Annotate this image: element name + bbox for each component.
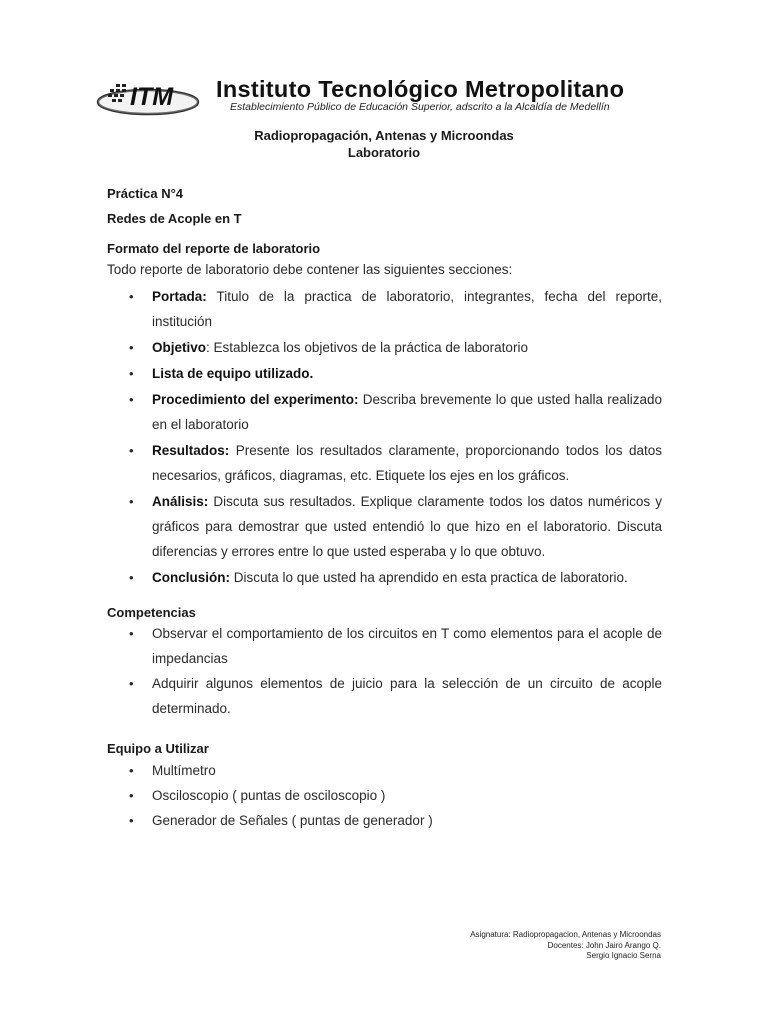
institution-subtitle: Establecimiento Público de Educación Superior, adscrito a la Alcaldía de Medellín [230, 101, 610, 113]
equipo-heading: Equipo a Utilizar [107, 741, 209, 756]
equipo-text: Generador de Señales ( puntas de generador ) [152, 813, 433, 828]
report-section-item [107, 361, 662, 386]
footer-teacher-2: Sergio Ignacio Serna [586, 951, 661, 960]
section-description: Presente los resultados claramente, proporcionando todos los datos necesarios, gráficos, diagramas, etc. Etiquete los ejes en los gráficos. [152, 443, 662, 483]
bullet-icon: • [129, 626, 134, 641]
institution-header [96, 70, 686, 120]
section-label: Objetivo [152, 340, 207, 355]
section-label: Análisis: [152, 494, 209, 509]
bullet-icon: • [129, 392, 134, 407]
section-description: Discuta sus resultados. Explique claramente todos los datos numéricos y gráficos para demostrar que usted entendió lo que hizo en el laboratorio. Discuta diferencias y errores entre lo que usted esperaba y lo que obtuvo. [152, 494, 662, 559]
lab-title: Laboratorio [347, 145, 421, 160]
section-label: Lista de equipo utilizado. [152, 366, 314, 381]
competencia-text: Adquirir algunos elementos de juicio para la selección de un circuito de acople determinado. [152, 676, 662, 716]
bullet-icon: • [129, 763, 134, 778]
footer-teachers: Docentes: John Jairo Arango Q. [547, 940, 661, 950]
section-description: : Establezca los objetivos de la práctica de laboratorio [206, 340, 528, 355]
equipo-item [107, 758, 662, 783]
competencias-heading: Competencias [107, 605, 196, 620]
equipo-item [107, 808, 662, 833]
institution-name: Instituto Tecnológico Metropolitano [216, 76, 625, 102]
competencia-item [107, 671, 662, 721]
equipo-item [107, 783, 662, 808]
section-label: Portada: [152, 289, 207, 304]
equipo-list [107, 758, 662, 833]
footer-subject: Asignatura: Radiopropagacion, Antenas y Microondas [470, 930, 661, 939]
report-section-item [107, 438, 662, 488]
bullet-icon: • [129, 289, 134, 304]
report-section-item [107, 489, 662, 564]
bullet-icon: • [129, 813, 134, 828]
equipo-text: Multímetro [152, 763, 216, 778]
practice-number: Práctica N°4 [107, 186, 184, 201]
bullet-icon: • [129, 340, 134, 355]
bullet-icon: • [129, 366, 134, 381]
competencia-item [107, 621, 662, 671]
equipo-text: Osciloscopio ( puntas de osciloscopio ) [152, 788, 386, 803]
report-section-item [107, 387, 662, 437]
report-section-item [107, 565, 662, 590]
section-label: Procedimiento del experimento: [152, 392, 359, 407]
competencias-list [107, 621, 662, 721]
report-format-intro: Todo reporte de laboratorio debe contener las siguientes secciones: [107, 262, 513, 277]
competencia-text: Observar el comportamiento de los circuitos en T como elementos para el acople de impedancias [152, 626, 662, 666]
course-title: Radiopropagación, Antenas y Microondas [254, 128, 514, 143]
report-format-heading: Formato del reporte de laboratorio [107, 241, 321, 256]
practice-name: Redes de Acople en T [107, 211, 242, 226]
bullet-icon: • [129, 676, 134, 691]
bullet-icon: • [129, 494, 134, 509]
section-label: Resultados: [152, 443, 230, 458]
report-section-item [107, 284, 662, 334]
report-sections-list [107, 284, 662, 591]
section-label: Conclusión: [152, 570, 230, 585]
itm-logo [96, 72, 208, 118]
section-description: Describa brevemente lo que usted halla realizado en el laboratorio [152, 392, 662, 432]
logo-text: ITM [130, 83, 174, 111]
section-description: Discuta lo que usted ha aprendido en esta practica de laboratorio. [230, 570, 628, 585]
bullet-icon: • [129, 443, 134, 458]
section-description: Titulo de la practica de laboratorio, integrantes, fecha del reporte, institución [152, 289, 662, 329]
bullet-icon: • [129, 570, 134, 585]
bullet-icon: • [129, 788, 134, 803]
footer [470, 930, 661, 962]
report-section-item [107, 335, 662, 360]
document-title [0, 127, 768, 161]
